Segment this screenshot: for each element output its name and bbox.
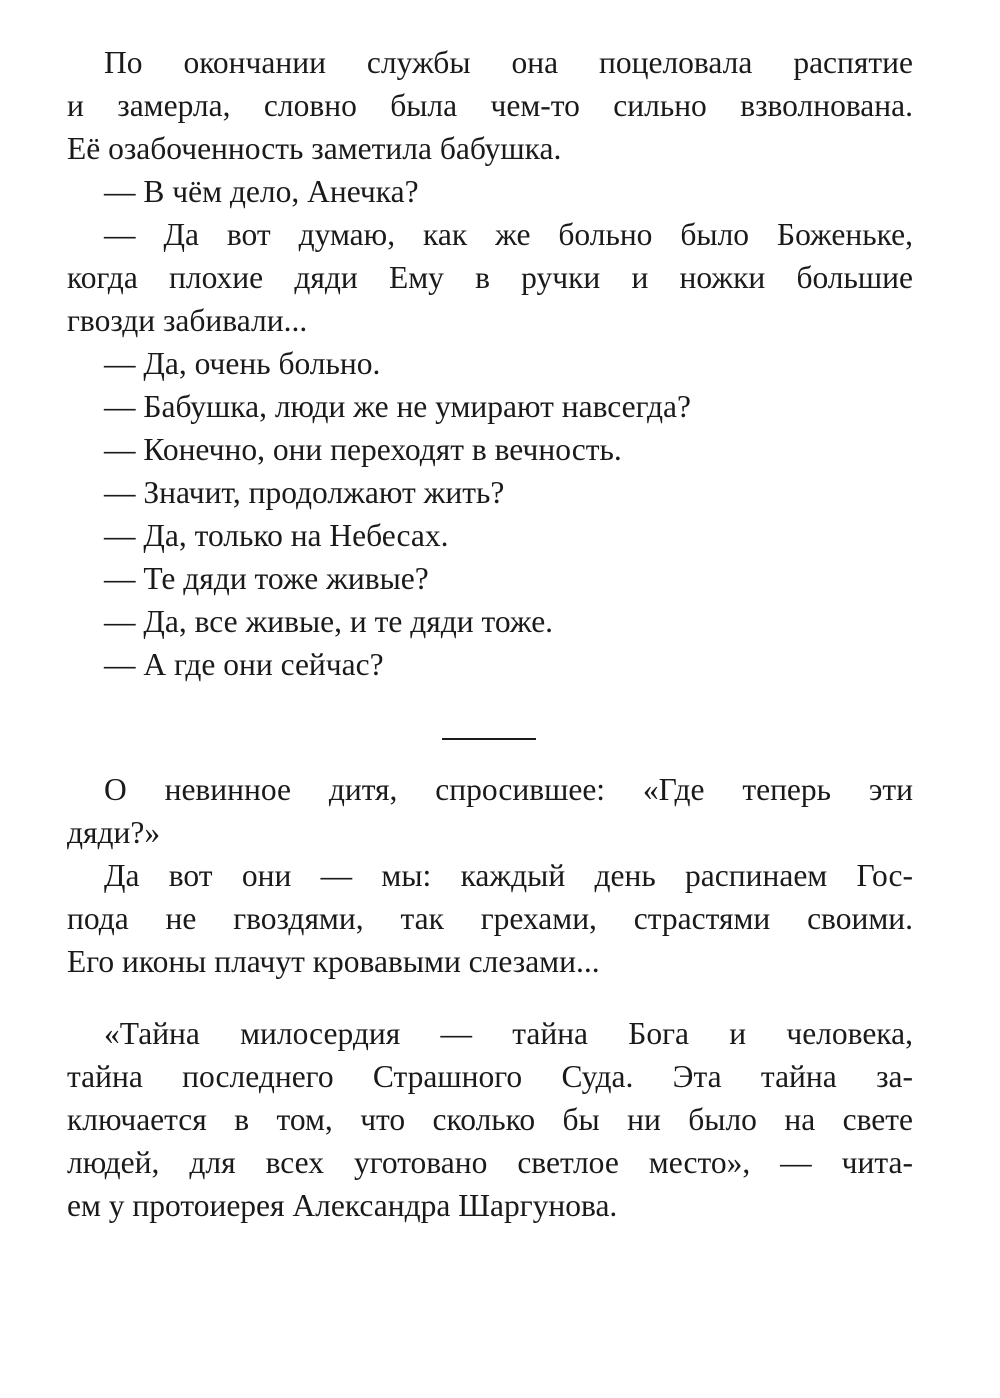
dialogue-line-6: — Значит, продолжают жить?: [104, 475, 505, 510]
dialogue-line-2-part-1: — Да вот думаю, как же больно было Боженьке,: [104, 217, 913, 252]
dialogue-line-2-part-2: когда плохие дяди Ему в ручки и ножки большие: [67, 260, 913, 295]
paragraph-3-line-3: Его иконы плачут кровавыми слезами...: [67, 944, 600, 979]
paragraph-2-line-2: дяди?»: [67, 815, 161, 850]
quote-paragraph-line-4: людей, для всех уготовано светлое место», — чита-: [67, 1145, 913, 1180]
quote-paragraph-line-1: «Тайна милосердия — тайна Бога и человека,: [104, 1016, 913, 1051]
dialogue-line-7: — Да, только на Небесах.: [104, 518, 449, 553]
dialogue-line-9: — Да, все живые, и те дяди тоже.: [104, 604, 554, 639]
dialogue-line-8: — Те дяди тоже живые?: [104, 561, 429, 596]
quote-paragraph-line-5: ем у протоиерея Александра Шаргунова.: [67, 1188, 618, 1223]
paragraph-3-line-2: пода не гвоздями, так грехами, страстями своими.: [67, 901, 913, 936]
paragraph-1-line-3: Её озабоченность заметила бабушка.: [67, 131, 562, 166]
dialogue-line-3: — Да, очень больно.: [104, 346, 381, 381]
quote-paragraph-line-2: тайна последнего Страшного Суда. Эта тайна за-: [67, 1059, 913, 1094]
quote-paragraph-line-3: ключается в том, что сколько бы ни было на свете: [67, 1102, 913, 1137]
dialogue-line-1: — В чём дело, Анечка?: [104, 174, 419, 209]
dialogue-line-4: — Бабушка, люди же не умирают навсегда?: [104, 389, 691, 424]
section-divider: [442, 738, 536, 740]
paragraph-1-line-2: и замерла, словно была чем-то сильно взволнована.: [67, 88, 913, 123]
paragraph-1-line-1: По окончании службы она поцеловала распятие: [104, 45, 913, 80]
paragraph-3-line-1: Да вот они — мы: каждый день распинаем Гос-: [104, 858, 913, 893]
dialogue-line-5: — Конечно, они переходят в вечность.: [104, 432, 622, 467]
dialogue-line-2-part-3: гвозди забивали...: [67, 303, 308, 338]
dialogue-line-10: — А где они сейчас?: [104, 647, 384, 682]
paragraph-2-line-1: О невинное дитя, спросившее: «Где теперь эти: [104, 772, 913, 807]
